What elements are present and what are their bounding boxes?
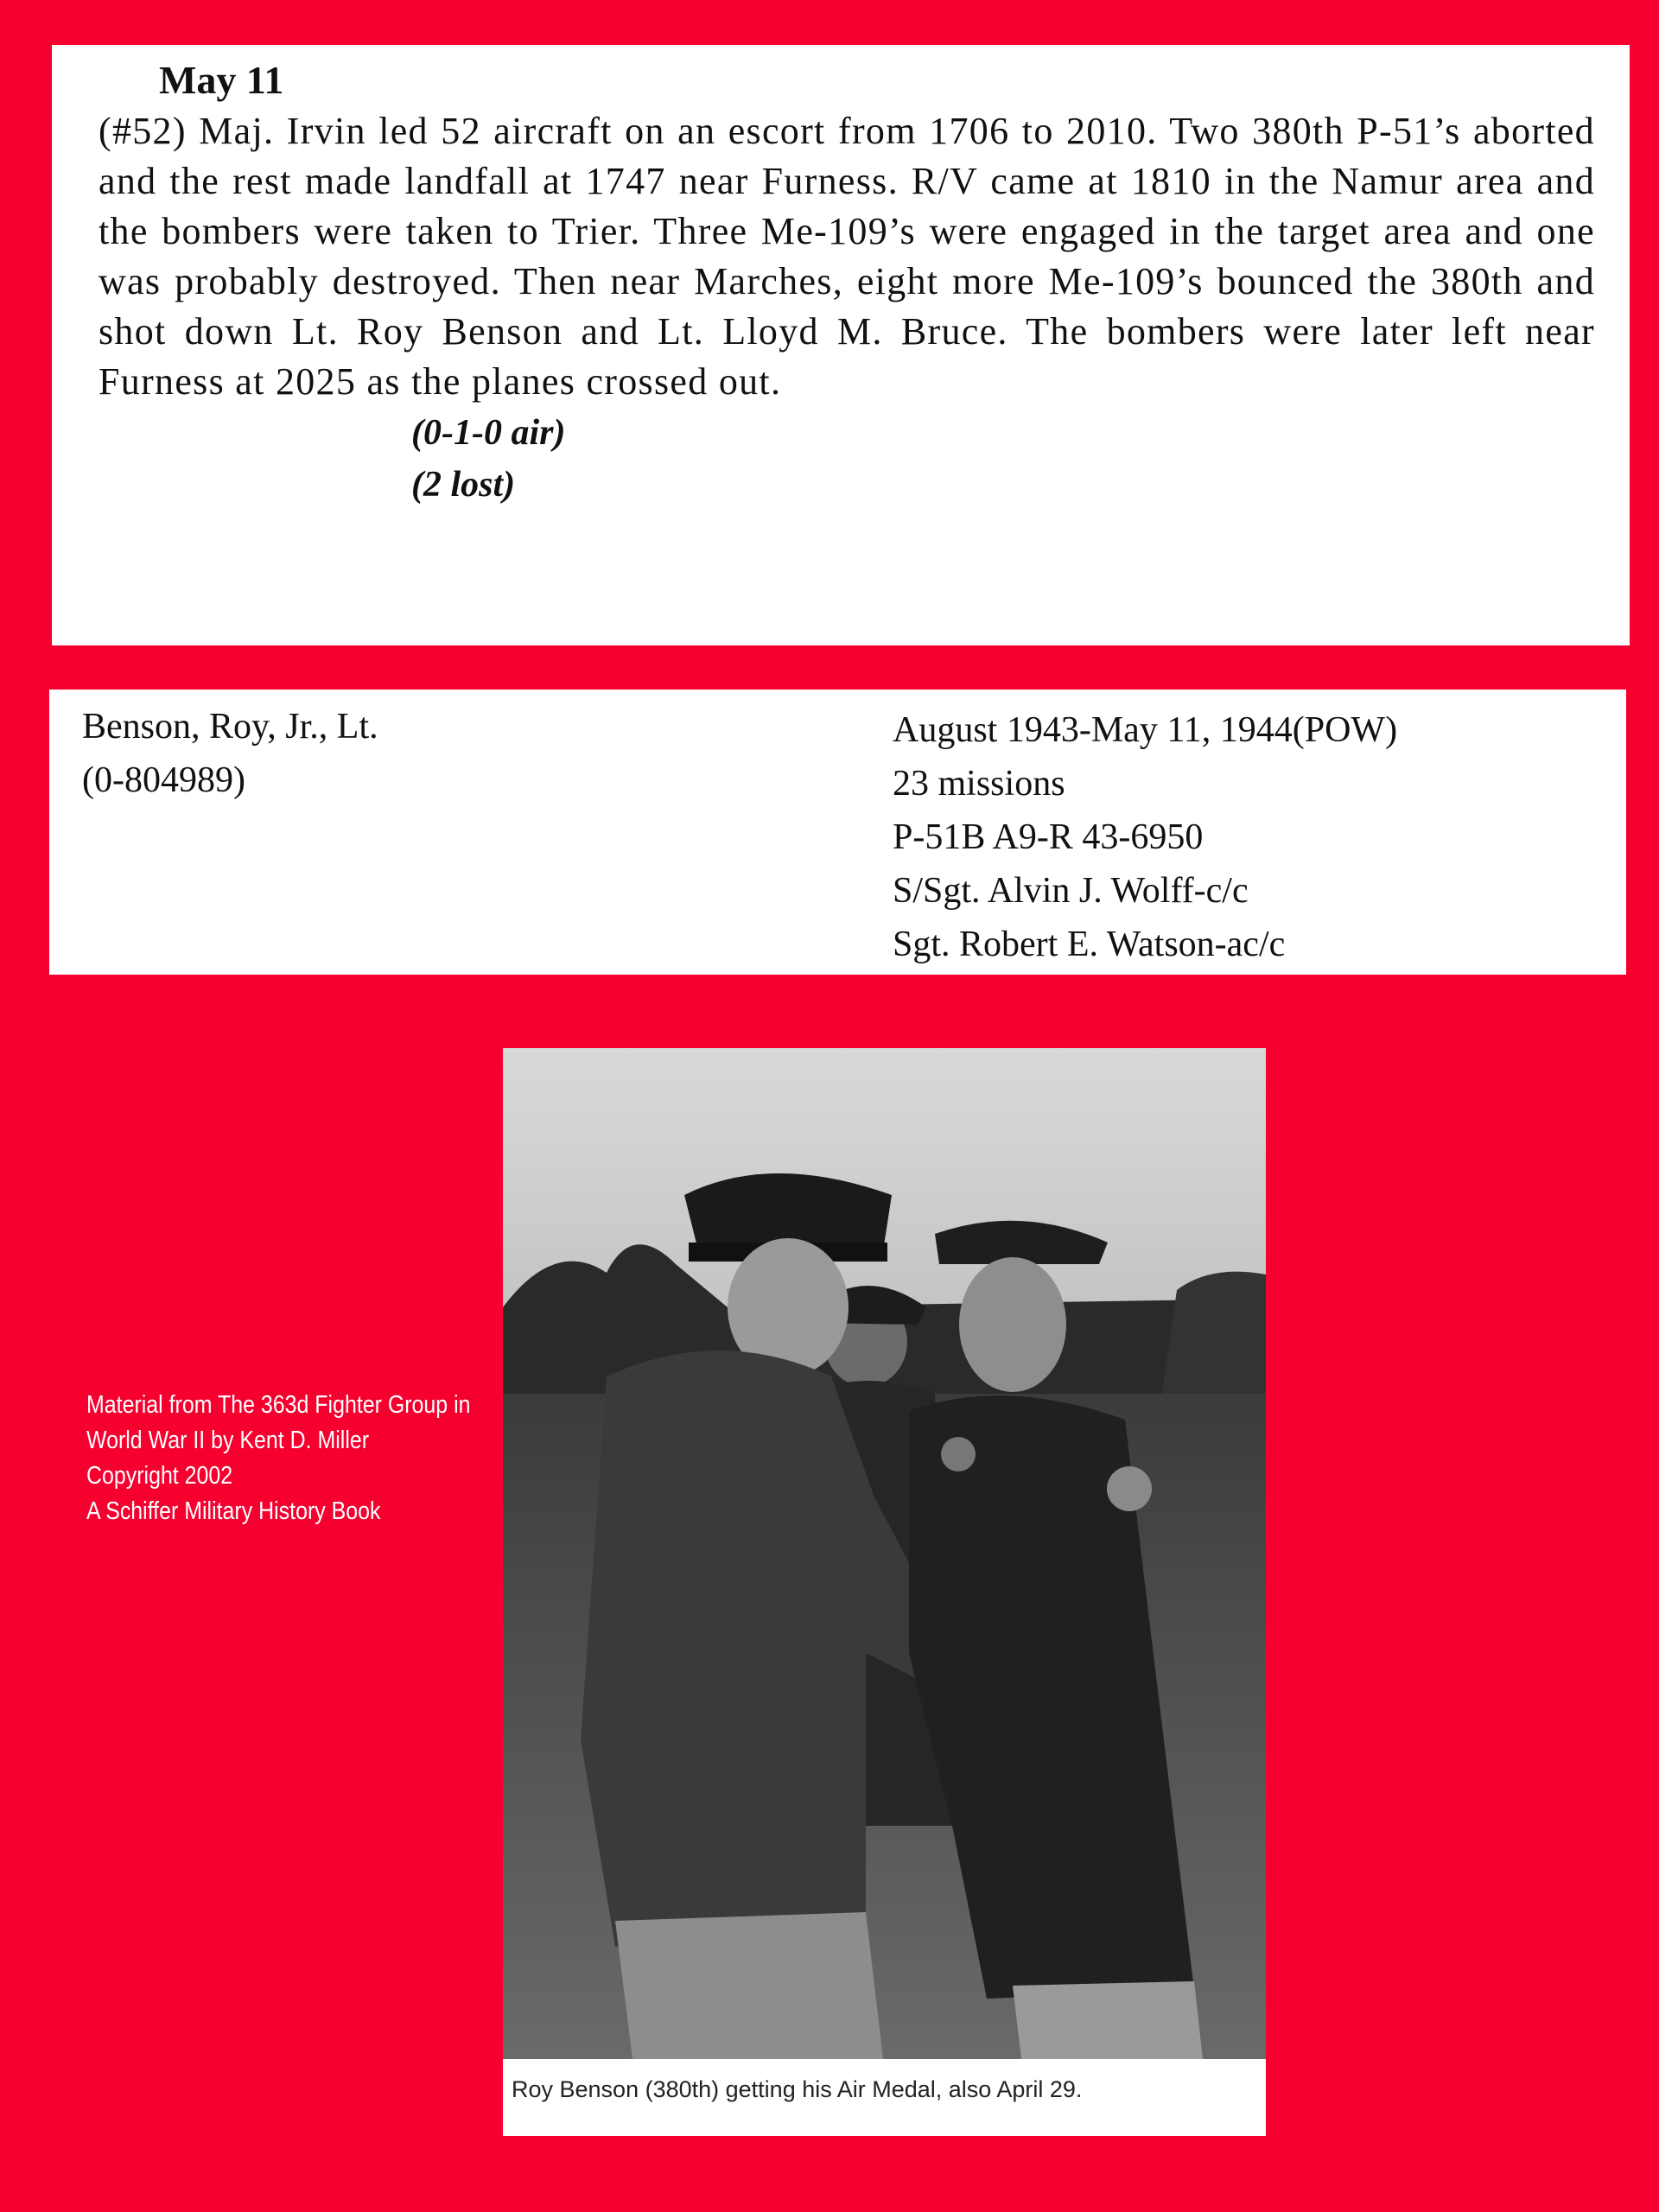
mission-count: 23 missions [893,764,1065,804]
losses-tally: (2 lost) [411,465,516,505]
service-dates: August 1943-May 11, 1944(POW) [893,710,1398,750]
mission-report-card [52,45,1630,645]
medal-ceremony-photo [503,1048,1266,2059]
pilot-name: Benson, Roy, Jr., Lt. [82,707,378,747]
copyright-line: World War II by Kent D. Miller [86,1427,370,1454]
photo-caption: Roy Benson (380th) getting his Air Medal, also April 29. [512,2076,1083,2102]
pilot-identity [82,700,378,807]
report-line: Two 380th P-51’s aborted and the rest made landfall at 1747 [99,110,1595,202]
report-line: (#52) Maj. Irvin led 52 aircraft on an escort from 1706 to 2010. [99,110,1158,152]
report-line: the target area and one was probably destroyed. Then near [99,210,1595,302]
report-line: were later left near Furness at 2025 as the planes crossed out. [99,310,1595,403]
report-line: near Furness. R/V came at 1810 in the Namur area and the [99,160,1595,252]
copyright-line: Material from The 363d Fighter Group in [86,1391,471,1419]
pilot-record-card [49,690,1626,975]
report-line: down Lt. Roy Benson and Lt. Lloyd M. Bruce. The bombers [184,310,1246,353]
pilot-service-details [893,703,1397,971]
copyright-line: Copyright 2002 [86,1462,233,1490]
photo-card [503,1048,1266,2136]
aircraft-id: P-51B A9-R 43-6950 [893,817,1204,857]
copyright-note [86,1388,471,1529]
report-line: bombers were taken to Trier. Three Me-109’s were engaged in [162,210,1201,252]
crew-chief: S/Sgt. Alvin J. Wolff-c/c [893,871,1249,911]
mission-report-text [99,106,1595,407]
air-tally: (0-1-0 air) [411,413,566,453]
copyright-line: A Schiffer Military History Book [86,1497,381,1525]
report-line: Marches, eight more Me-109’s bounced the 380th and shot [99,260,1595,353]
mission-date-heading: May 11 [159,58,284,102]
pilot-serial: (0-804989) [82,760,245,800]
assistant-crew-chief: Sgt. Robert E. Watson-ac/c [893,925,1286,964]
